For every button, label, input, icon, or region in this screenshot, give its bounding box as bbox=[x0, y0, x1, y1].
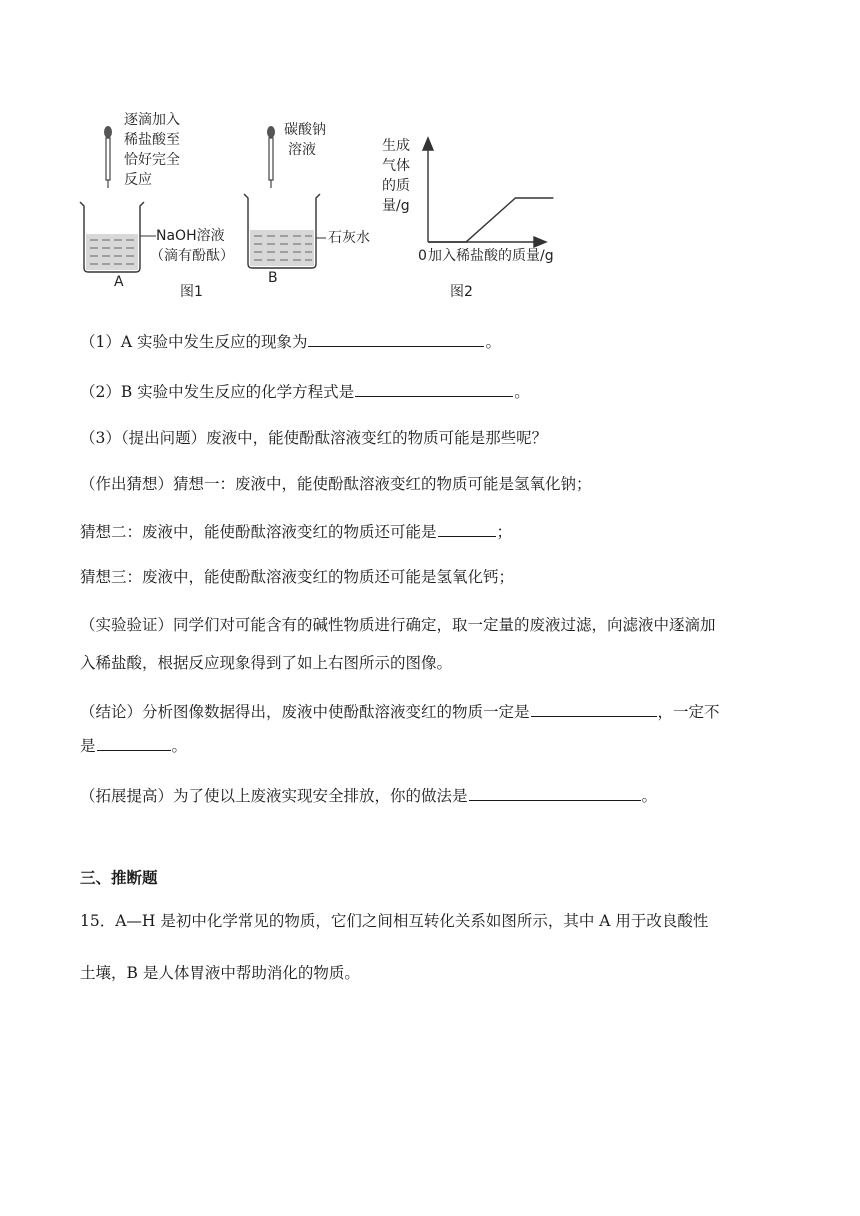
dropper-a-label-line: 稀盐酸至 bbox=[124, 132, 180, 148]
graph-ylabel bbox=[382, 136, 410, 216]
solution-a-line: NaOH溶液 bbox=[156, 228, 225, 244]
graph-ylabel-line: 气体 bbox=[382, 158, 410, 174]
dropper-a-label-line: 反应 bbox=[124, 172, 152, 188]
conclusion-2-text: 是 bbox=[80, 737, 96, 755]
question-15-line-2: 土壤，B 是人体胃液中帮助消化的物质。 bbox=[80, 964, 360, 982]
verify-line-2: 入稀盐酸，根据反应现象得到了如上右图所示的图像。 bbox=[80, 654, 453, 672]
solution-a-line: （滴有酚酞） bbox=[150, 248, 234, 264]
conclusion-text: （结论）分析图像数据得出，废液中使酚酞溶液变红的物质一定是 bbox=[80, 703, 530, 721]
question-1-end: 。 bbox=[485, 333, 501, 351]
answer-blank-1[interactable] bbox=[308, 330, 484, 347]
graph-ylabel-line: 的质 bbox=[382, 178, 410, 194]
dropper-a-label-line: 恰好完全 bbox=[124, 152, 180, 168]
dropper-a-icon bbox=[104, 126, 112, 188]
guess-3: 猜想三：废液中，能使酚酞溶液变红的物质还可能是氢氧化钙； bbox=[80, 568, 515, 586]
graph-origin: 0 bbox=[418, 248, 427, 264]
graph-data-line bbox=[428, 198, 553, 242]
graph-axes bbox=[423, 138, 546, 247]
graph-xlabel: 加入稀盐酸的质量/g bbox=[428, 248, 554, 264]
dropper-a-label bbox=[124, 110, 180, 190]
beaker-a-solution-label bbox=[150, 226, 234, 266]
fig1-caption: 图1 bbox=[180, 284, 203, 300]
answer-blank-conclusion-1[interactable] bbox=[531, 700, 657, 717]
beaker-b-letter: B bbox=[268, 270, 278, 286]
graph-ylabel-line: 量/g bbox=[382, 198, 410, 214]
guess-2 bbox=[80, 520, 512, 543]
question-2-end: 。 bbox=[514, 383, 530, 401]
extend-text: （拓展提高）为了使以上废液实现安全排放，你的做法是 bbox=[80, 787, 468, 805]
dropper-a-label-line: 逐滴加入 bbox=[124, 112, 180, 128]
question-3: （3）（提出问题）废液中，能使酚酞溶液变红的物质可能是那些呢？ bbox=[80, 429, 548, 447]
answer-blank-extend[interactable] bbox=[469, 784, 641, 801]
beaker-b-solution-label: 石灰水 bbox=[328, 230, 370, 246]
question-2-text: （2）B 实验中发生反应的化学方程式是 bbox=[80, 383, 355, 401]
question-2 bbox=[80, 380, 530, 403]
extend-end: 。 bbox=[641, 787, 658, 805]
guess-2-text: 猜想二：废液中，能使酚酞溶液变红的物质还可能是 bbox=[80, 523, 437, 541]
question-1 bbox=[80, 330, 501, 353]
dropper-b-label-line: 溶液 bbox=[288, 142, 316, 158]
question-15-line-1: 15．A—H 是初中化学常见的物质，它们之间相互转化关系如图所示，其中 A 用于改良酸性 bbox=[80, 912, 709, 930]
conclusion-line-1 bbox=[80, 700, 720, 723]
question-1-text: （1）A 实验中发生反应的现象为 bbox=[80, 333, 308, 351]
fig2-caption: 图2 bbox=[450, 284, 473, 300]
extend-line bbox=[80, 784, 657, 807]
beaker-a-icon bbox=[80, 202, 156, 272]
beaker-b-icon bbox=[244, 194, 326, 268]
beaker-a-letter: A bbox=[114, 274, 124, 290]
dropper-b-icon bbox=[267, 126, 275, 188]
answer-blank-2[interactable] bbox=[355, 380, 513, 397]
verify-line-1: （实验验证）同学们对可能含有的碱性物质进行确定，取一定量的废液过滤，向滤液中逐滴加 bbox=[80, 616, 716, 634]
conclusion-line-2 bbox=[80, 734, 187, 757]
experiment-figure bbox=[70, 110, 590, 310]
section-title: 三、推断题 bbox=[80, 869, 158, 887]
answer-blank-conclusion-2[interactable] bbox=[97, 734, 171, 751]
answer-blank-guess2[interactable] bbox=[438, 520, 496, 537]
dropper-b-label bbox=[284, 120, 326, 160]
conclusion-2-end: 。 bbox=[171, 737, 188, 755]
guess-2-end: ； bbox=[496, 523, 513, 541]
dropper-b-label-line: 碳酸钠 bbox=[284, 122, 326, 138]
graph-ylabel-line: 生成 bbox=[382, 138, 410, 154]
conclusion-mid: ，一定不 bbox=[657, 703, 720, 721]
guess-1: （作出猜想）猜想一：废液中，能使酚酞溶液变红的物质可能是氢氧化钠； bbox=[80, 475, 592, 493]
